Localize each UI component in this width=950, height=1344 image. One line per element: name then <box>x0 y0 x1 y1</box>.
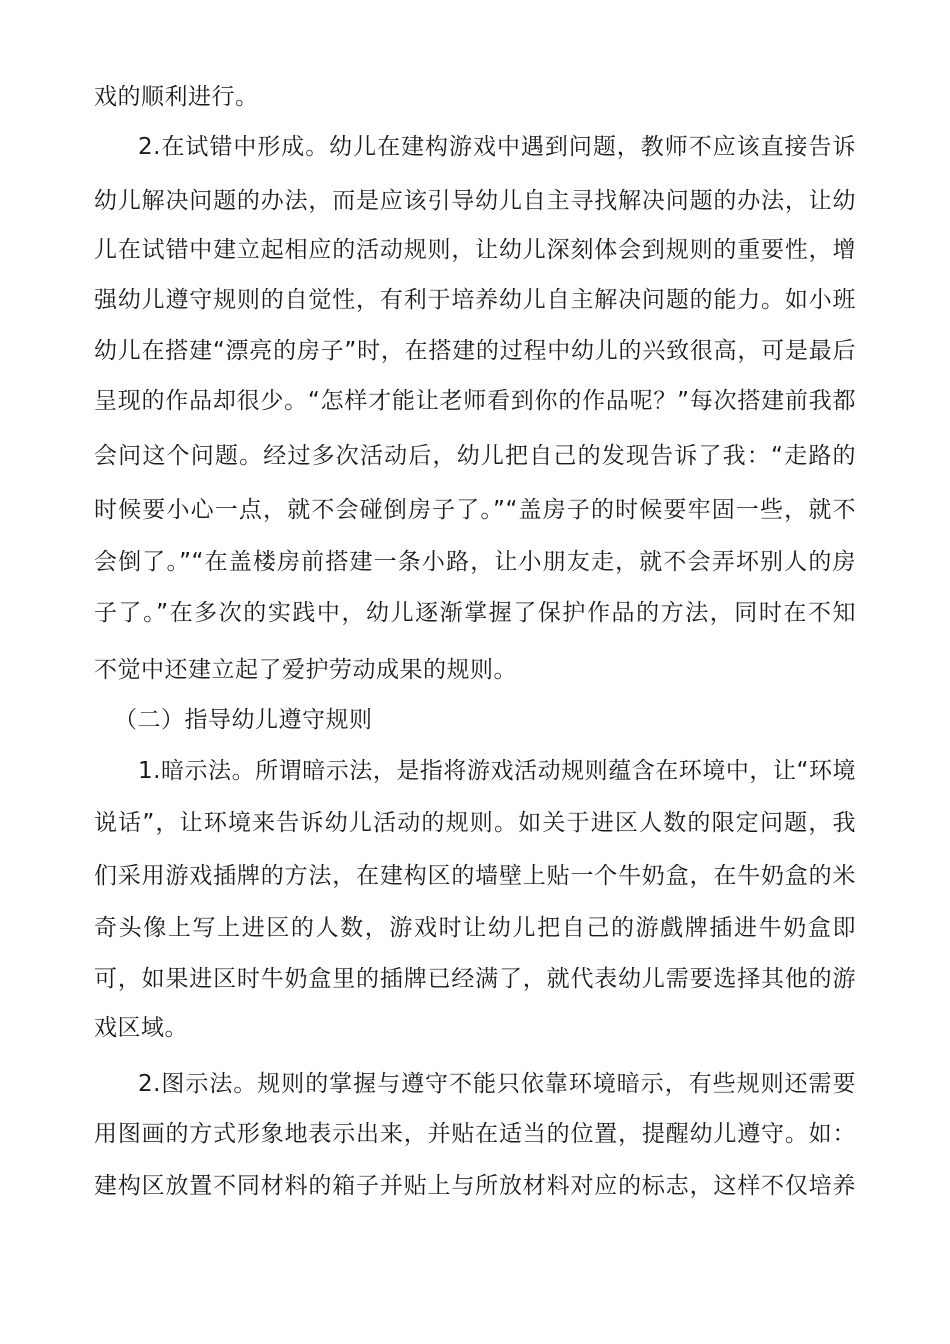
paragraph-line: 幼儿在搭建“漂亮的房子”时，在搭建的过程中幼儿的兴致很高，可是最后 <box>94 338 856 364</box>
paragraph-line: 会倒了。”“在盖楼房前搭建一条小路，让小朋友走，就不会弄坏别人的房 <box>94 549 856 575</box>
paragraph-line: 时候要小心一点，就不会碰倒房子了。”“盖房子的时候要牢固一些，就不 <box>94 497 856 523</box>
paragraph-line: 用图画的方式形象地表示出来，并贴在适当的位置，提醒幼儿遵守。如： <box>94 1121 856 1147</box>
paragraph-line: 强幼儿遵守规则的自觉性，有利于培养幼儿自主解决问题的能力。如小班 <box>94 287 856 313</box>
paragraph-line: 戏区域。 <box>94 1015 188 1041</box>
paragraph-line: 2.在试错中形成。幼儿在建构游戏中遇到问题，教师不应该直接告诉 <box>138 134 856 160</box>
paragraph-line: 不觉中还建立起了爱护劳动成果的规则。 <box>94 657 517 683</box>
paragraph-line: 子了。”在多次的实践中，幼儿逐渐掌握了保护作品的方法，同时在不知 <box>94 600 856 626</box>
paragraph-line: 幼儿解决问题的办法，而是应该引导幼儿自主寻找解决问题的办法，让幼 <box>94 188 856 214</box>
section-heading: （二）指导幼儿遵守规则 <box>114 707 373 733</box>
paragraph-line: 说话”，让环境来告诉幼儿活动的规则。如关于进区人数的限定问题，我 <box>94 810 856 836</box>
paragraph-line: 戏的顺利进行。 <box>94 84 259 110</box>
paragraph-line: 2.图示法。规则的掌握与遵守不能只依靠环境暗示，有些规则还需要 <box>138 1071 856 1097</box>
paragraph-line: 会问这个问题。经过多次活动后，幼儿把自己的发现告诉了我：“走路的 <box>94 443 856 469</box>
paragraph-line: 奇头像上写上进区的人数，游戏时让幼儿把自己的游戲牌插进牛奶盒即 <box>94 915 856 941</box>
paragraph-line: 1.暗示法。所谓暗示法，是指将游戏活动规则蕴含在环境中，让“环境 <box>138 758 856 784</box>
paragraph-line: 可，如果进区时牛奶盒里的插牌已经满了，就代表幼儿需要选择其他的游 <box>94 966 856 992</box>
paragraph-line: 呈现的作品却很少。“怎样才能让老师看到你的作品呢？”每次搭建前我都 <box>94 388 856 414</box>
paragraph-line: 儿在试错中建立起相应的活动规则，让幼儿深刻体会到规则的重要性，增 <box>94 237 856 263</box>
paragraph-line: 们采用游戏插牌的方法，在建构区的墙壁上贴一个牛奶盒，在牛奶盒的米 <box>94 863 856 889</box>
paragraph-line: 建构区放置不同材料的箱子并贴上与所放材料对应的标志，这样不仅培养 <box>94 1173 856 1199</box>
